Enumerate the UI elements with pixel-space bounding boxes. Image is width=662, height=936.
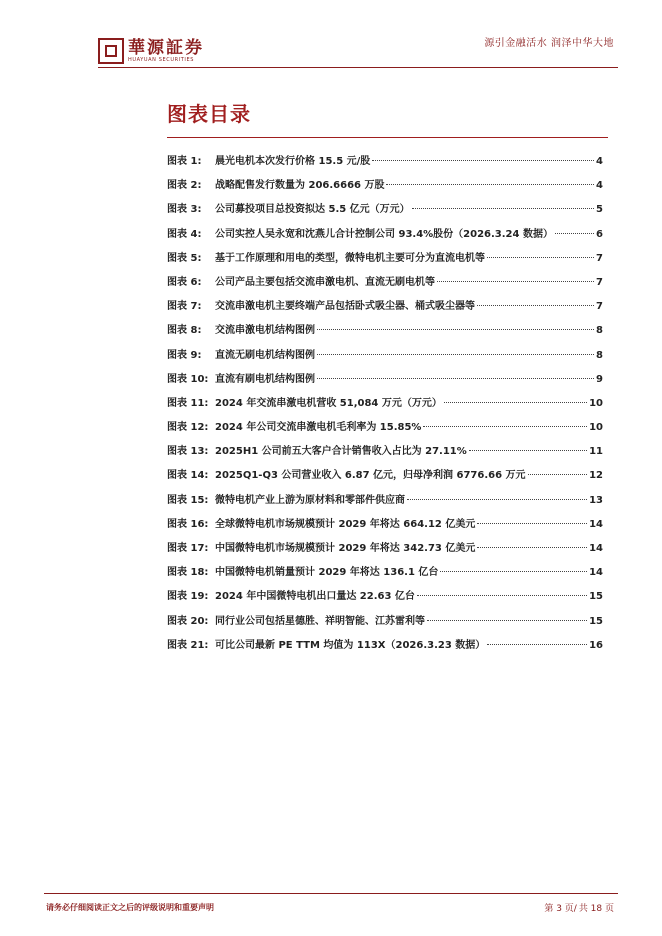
toc-entry-page: 15 xyxy=(589,615,603,627)
toc-entry-number: 图表 15: xyxy=(167,494,209,506)
toc-entry-number: 图表 13: xyxy=(167,446,209,458)
footer-divider xyxy=(44,893,618,894)
toc-entry-number: 图表 2: xyxy=(167,180,202,192)
toc-entry[interactable] xyxy=(167,636,603,660)
toc-entry-page: 10 xyxy=(589,397,603,409)
toc-entry-page: 11 xyxy=(589,446,603,458)
toc-entry-title: 2024 年中国微特电机出口量达 22.63 亿台 xyxy=(215,591,415,603)
toc-entry[interactable] xyxy=(167,587,603,611)
toc-entry-title: 2024 年公司交流串激电机毛利率为 15.85% xyxy=(215,422,422,434)
logo-name-en: HUAYUAN SECURITIES xyxy=(128,56,195,63)
toc-leader-dots xyxy=(386,184,594,185)
toc-entry-title: 基于工作原理和用电的类型，微特电机主要可分为直流电机等 xyxy=(215,252,485,264)
toc-leader-dots xyxy=(407,499,587,500)
toc-entry-number: 图表 10: xyxy=(167,373,209,385)
toc-leader-dots xyxy=(487,644,587,645)
toc-entry-page: 8 xyxy=(596,349,603,361)
toc-entry[interactable] xyxy=(167,418,603,442)
toc-leader-dots xyxy=(423,426,587,427)
toc-entry-title: 中国微特电机销量预计 2029 年将达 136.1 亿台 xyxy=(215,567,439,579)
toc-entry[interactable] xyxy=(167,394,603,418)
toc-entry-page: 4 xyxy=(596,180,603,192)
toc-leader-dots xyxy=(555,233,594,234)
toc-entry-page: 10 xyxy=(589,422,603,434)
toc-leader-dots xyxy=(317,378,594,379)
toc-entry[interactable] xyxy=(167,515,603,539)
toc-entry[interactable] xyxy=(167,321,603,345)
toc-leader-dots xyxy=(440,571,587,572)
toc-entry[interactable] xyxy=(167,563,603,587)
toc-leader-dots xyxy=(417,595,587,596)
toc-entry-page: 16 xyxy=(589,639,603,651)
toc-leader-dots xyxy=(317,329,594,330)
toc-entry-number: 图表 17: xyxy=(167,543,209,554)
toc-leader-dots xyxy=(528,474,588,475)
toc-leader-dots xyxy=(437,281,594,282)
toc-leader-dots xyxy=(317,354,594,355)
company-logo xyxy=(98,38,204,64)
toc-entry-title: 微特电机产业上游为原材料和零部件供应商 xyxy=(215,494,405,506)
toc-entry-page: 9 xyxy=(596,373,603,385)
toc-entry[interactable] xyxy=(167,273,603,297)
toc-leader-dots xyxy=(477,305,594,306)
toc-leader-dots xyxy=(372,160,594,161)
toc-entry[interactable] xyxy=(167,466,603,490)
toc-leader-dots xyxy=(427,620,587,621)
toc-entry-title: 直流有刷电机结构图例 xyxy=(215,373,315,385)
page-header xyxy=(0,0,662,70)
toc-entry[interactable] xyxy=(167,152,603,176)
toc-entry[interactable] xyxy=(167,442,603,466)
toc-entry-number: 图表 20: xyxy=(167,615,209,627)
toc-entry-title: 全球微特电机市场规模预计 2029 年将达 664.12 亿美元 xyxy=(215,518,476,530)
toc-entry-title: 2025H1 公司前五大客户合计销售收入占比为 27.11% xyxy=(215,446,467,458)
footer-disclaimer: 请务必仔细阅读正文之后的评级说明和重要声明 xyxy=(46,903,214,912)
toc-entry-page: 6 xyxy=(596,228,603,240)
toc-entry-page: 7 xyxy=(596,252,603,264)
toc-entry-number: 图表 19: xyxy=(167,591,209,603)
toc-entry-title: 2024 年交流串激电机营收 51,084 万元（万元） xyxy=(215,397,442,409)
toc-entry[interactable] xyxy=(167,370,603,394)
toc-entry-number: 图表 11: xyxy=(167,397,209,409)
toc-entry-title: 晨光电机本次发行价格 15.5 元/股 xyxy=(215,156,371,167)
toc-entry-title: 交流串激电机主要终端产品包括卧式吸尘器、桶式吸尘器等 xyxy=(215,301,475,313)
toc-leader-dots xyxy=(487,257,594,258)
toc-entry-title: 可比公司最新 PE TTM 均值为 113X（2026.3.23 数据） xyxy=(215,639,486,651)
toc-entry-page: 14 xyxy=(589,567,603,579)
toc-entry-page: 8 xyxy=(596,325,603,337)
toc-entry-page: 12 xyxy=(589,470,603,482)
toc-entry-page: 15 xyxy=(589,591,603,603)
toc-entry-number: 图表 12: xyxy=(167,422,209,434)
toc-entry[interactable] xyxy=(167,225,603,249)
toc-entry-page: 14 xyxy=(589,543,603,554)
page-current: 第 3 页/ xyxy=(544,904,577,914)
toc-entry-number: 图表 8: xyxy=(167,325,202,337)
header-divider xyxy=(98,67,618,68)
toc-entry[interactable] xyxy=(167,200,603,224)
toc-entry-number: 图表 21: xyxy=(167,639,209,651)
toc-entry-page: 5 xyxy=(596,204,603,216)
toc-entry-title: 战略配售发行数量为 206.6666 万股 xyxy=(215,180,385,192)
toc-leader-dots xyxy=(444,402,587,403)
toc-entry-number: 图表 18: xyxy=(167,567,209,579)
toc-entry-number: 图表 6: xyxy=(167,276,202,288)
toc-leader-dots xyxy=(469,450,587,451)
toc-entry-number: 图表 4: xyxy=(167,228,202,240)
toc-entry-page: 7 xyxy=(596,276,603,288)
toc-entry-number: 图表 3: xyxy=(167,204,202,216)
logo-name-cn: 華源証券 xyxy=(128,37,204,58)
toc-entry-number: 图表 5: xyxy=(167,252,202,264)
toc-entry-title: 2025Q1-Q3 公司营业收入 6.87 亿元，归母净利润 6776.66 万元 xyxy=(215,470,526,482)
logo-seal-icon xyxy=(98,38,124,64)
toc-entry-title: 公司产品主要包括交流串激电机、直流无刷电机等 xyxy=(215,276,435,288)
toc-entry[interactable] xyxy=(167,346,603,370)
toc-entry[interactable] xyxy=(167,612,603,636)
toc-leader-dots xyxy=(477,547,587,548)
toc-entry-page: 14 xyxy=(589,518,603,530)
toc-entry[interactable] xyxy=(167,297,603,321)
header-slogan: 源引金融活水 润泽中华大地 xyxy=(484,38,614,49)
toc-entry-page: 4 xyxy=(596,156,603,167)
page-number xyxy=(544,901,614,914)
toc-entry-title: 公司募投项目总投资拟达 5.5 亿元（万元） xyxy=(215,204,410,216)
toc-entry-number: 图表 7: xyxy=(167,301,202,313)
toc-entry[interactable] xyxy=(167,176,603,200)
toc-entry-page: 7 xyxy=(596,301,603,313)
toc-entry[interactable] xyxy=(167,491,603,515)
toc-entry[interactable] xyxy=(167,539,603,563)
toc-entry[interactable] xyxy=(167,249,603,273)
toc-title: 图表目录 xyxy=(167,102,251,126)
toc-leader-dots xyxy=(412,208,594,209)
toc-entry-number: 图表 9: xyxy=(167,349,202,361)
toc-entry-title: 中国微特电机市场规模预计 2029 年将达 342.73 亿美元 xyxy=(215,543,476,554)
toc-entry-title: 公司实控人吴永宽和沈燕儿合计控制公司 93.4%股份（2026.3.24 数据） xyxy=(215,228,553,240)
page-total: 共 18 页 xyxy=(578,904,614,914)
title-divider xyxy=(167,137,608,138)
toc-entry-title: 交流串激电机结构图例 xyxy=(215,325,315,337)
toc-entry-number: 图表 16: xyxy=(167,518,209,530)
toc-entry-title: 同行业公司包括星德胜、祥明智能、江苏雷利等 xyxy=(215,615,425,627)
figure-table-of-contents xyxy=(167,152,603,660)
toc-entry-page: 13 xyxy=(589,494,603,506)
toc-entry-number: 图表 1: xyxy=(167,156,202,167)
toc-entry-title: 直流无刷电机结构图例 xyxy=(215,349,315,361)
toc-entry-number: 图表 14: xyxy=(167,470,209,482)
toc-leader-dots xyxy=(477,523,587,524)
